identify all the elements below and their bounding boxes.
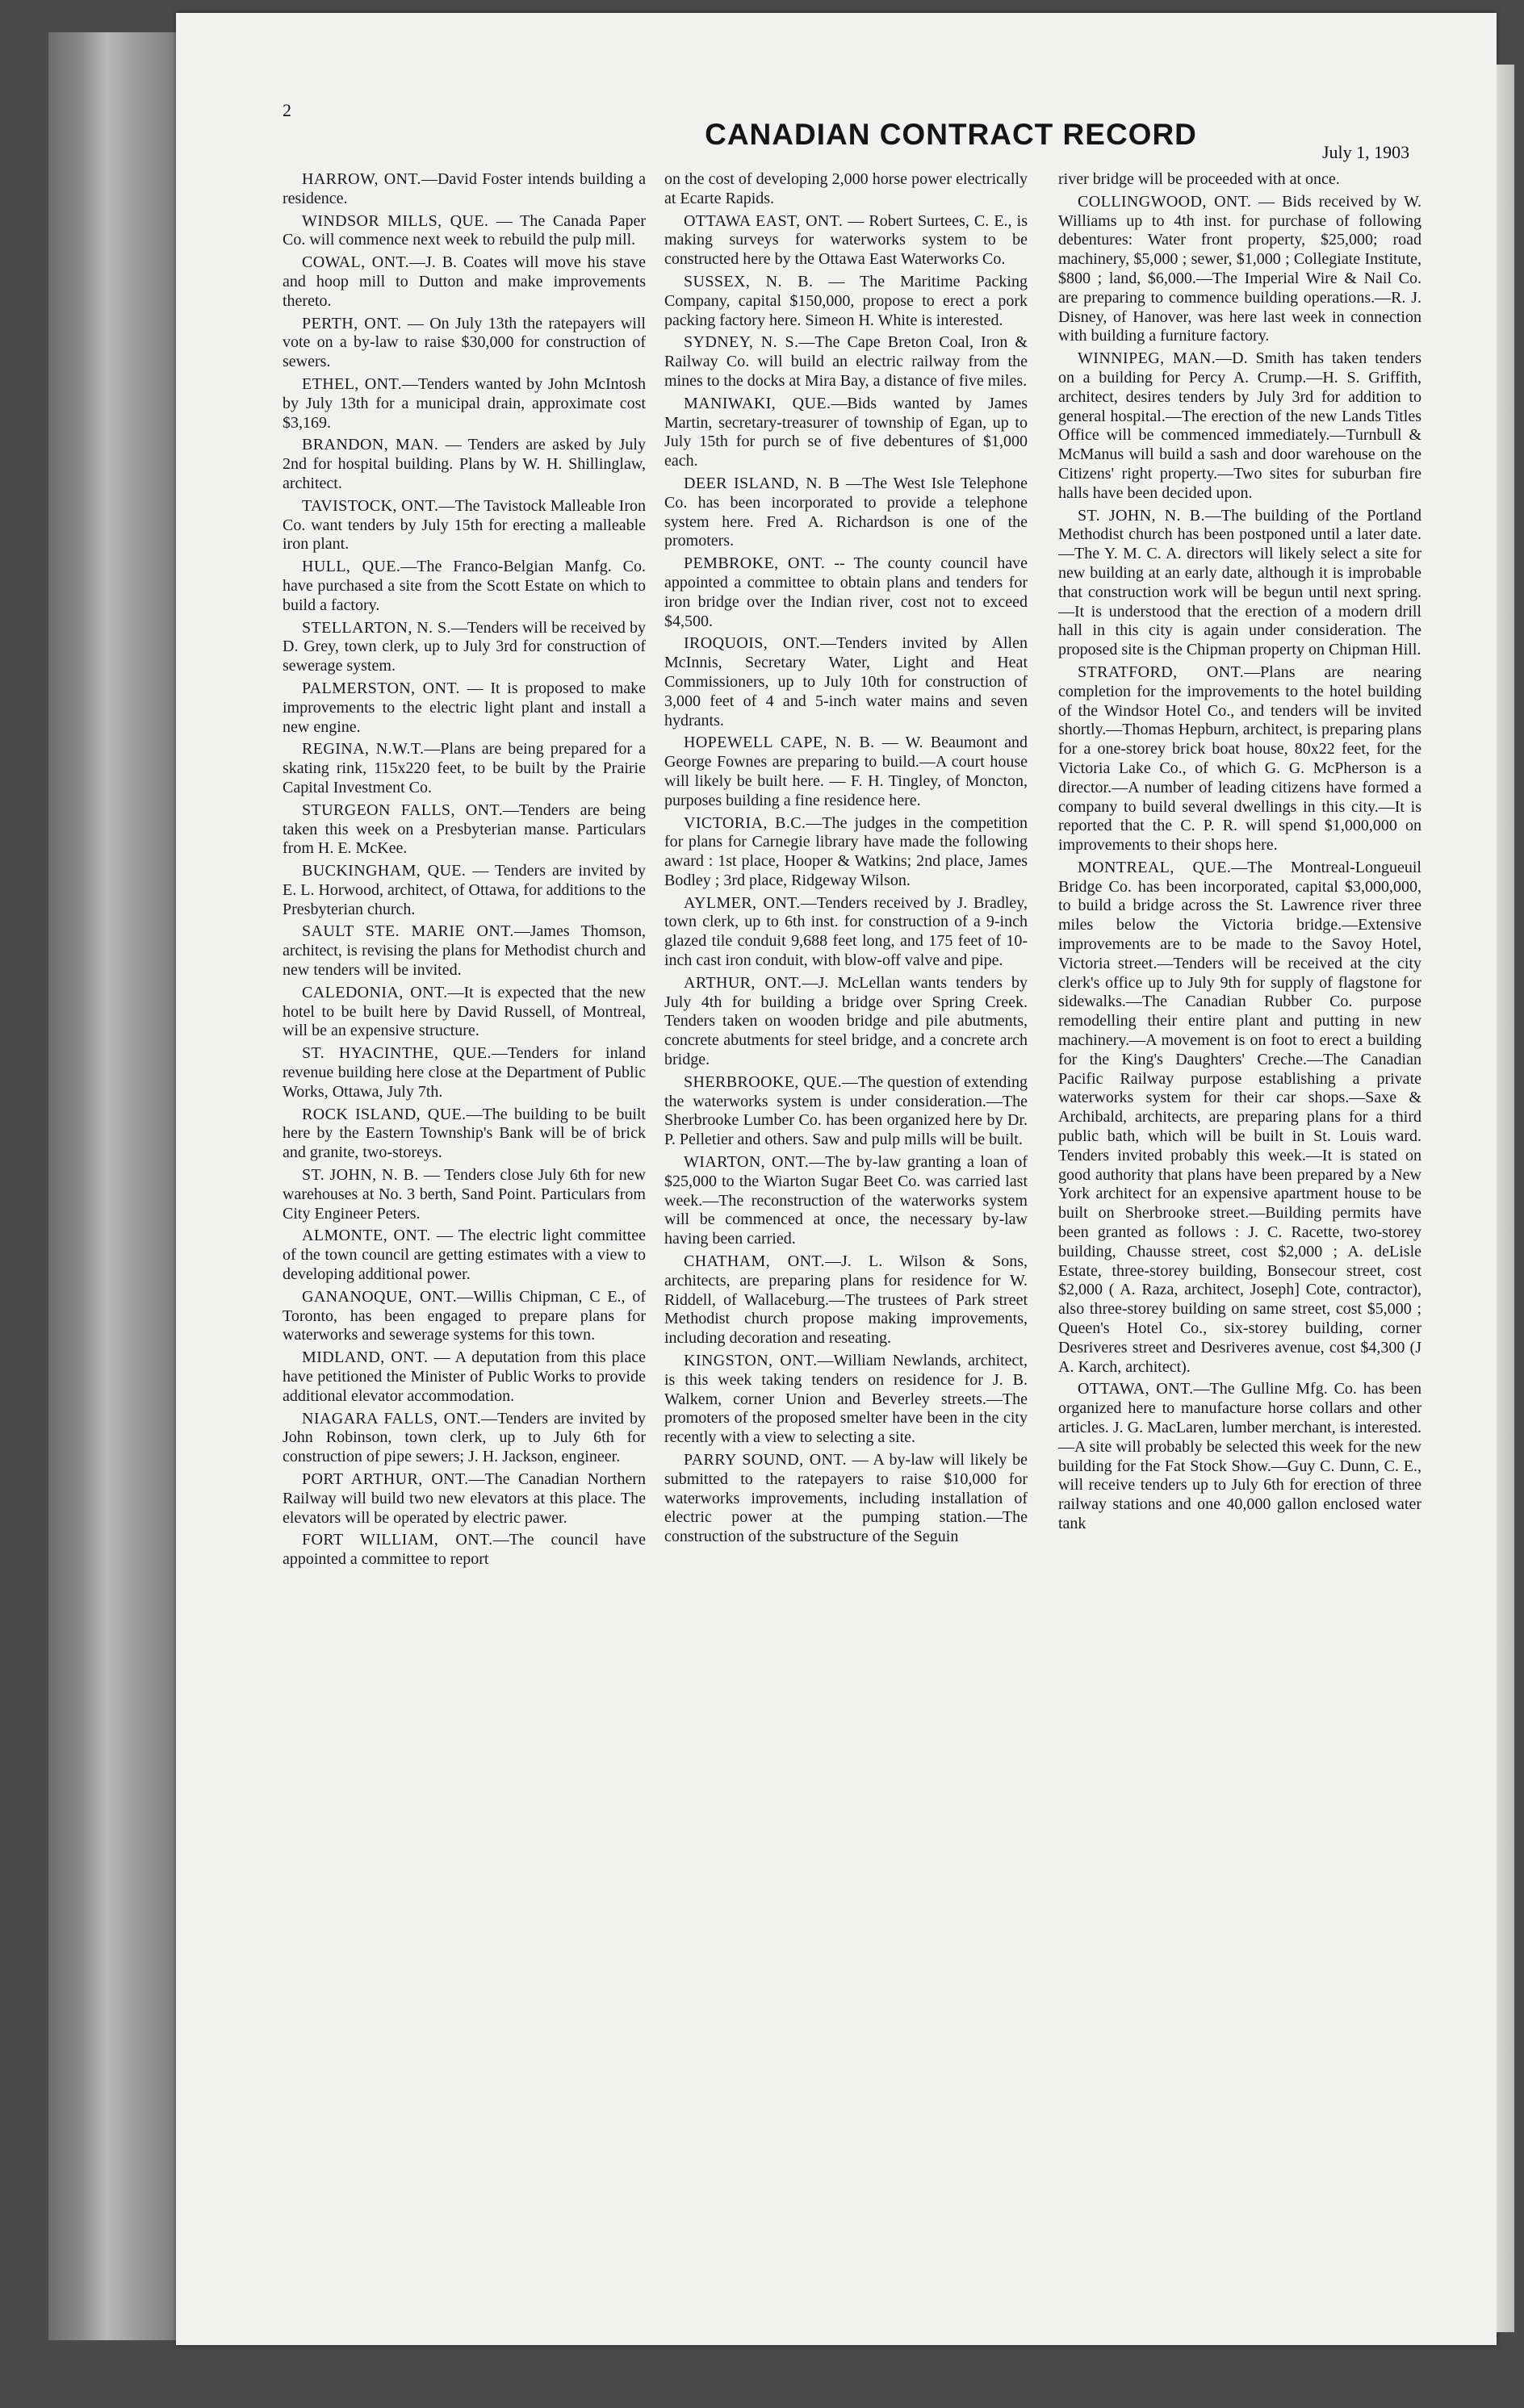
news-item xyxy=(1058,1380,1421,1533)
item-heading: WINNIPEG, MAN. xyxy=(1078,349,1216,368)
news-item xyxy=(283,1470,646,1528)
news-item xyxy=(664,474,1028,551)
item-text: — Tenders are invited by E. L. Horwood, architect, of Ottawa, for additions to the Presbyterian church. xyxy=(283,862,646,918)
item-text: on the cost of developing 2,000 horse power electrically at Ecarte Rapids. xyxy=(664,170,1028,207)
item-text: —The West Isle Telephone Co. has been incorporated to provide a telephone system here. Fred A. Richardson is one of the promoters. xyxy=(664,474,1028,550)
news-item xyxy=(283,801,646,859)
item-text: —The Franco-Belgian Manfg. Co. have purchased a site from the Scott Estate on which to build a factory. xyxy=(283,558,646,614)
item-heading: HOPEWELL CAPE, N. B. xyxy=(684,734,875,752)
item-heading: STURGEON FALLS, ONT. xyxy=(302,801,504,819)
item-text: —The building to be built here by the Eastern Township's Bank will be of brick and granite, two-storeys. xyxy=(283,1105,646,1162)
item-text: —Bids wanted by James Martin, secretary-treasurer of township of Egan, up to July 15th for purch se of five debentures of $1,000 each. xyxy=(664,394,1028,470)
item-heading: WINDSOR MILLS, QUE. xyxy=(302,211,489,230)
item-heading: SAULT STE. MARIE ONT. xyxy=(302,922,514,941)
item-text: —Tenders will be received by D. Grey, town clerk, up to July 3rd for construction of sewerage system. xyxy=(283,618,646,675)
item-heading: ALMONTE, ONT. xyxy=(302,1227,431,1245)
item-text: —David Foster intends building a residence. xyxy=(283,170,646,207)
news-item xyxy=(664,1451,1028,1547)
item-heading: SUSSEX, N. B. xyxy=(684,272,814,291)
item-text: —Plans are being prepared for a skating rink, 115x220 feet, to be built by the Prairie Capital Investment Co. xyxy=(283,740,646,796)
item-heading: COWAL, ONT. xyxy=(302,253,410,272)
news-item xyxy=(1058,170,1421,190)
item-text: —William Newlands, architect, is this week taking tenders on residence for J. B. Walkem, corner Union and Beverley streets.—The promoters of the proposed smelter have been in the city recently with a view to selecting a site. xyxy=(664,1352,1028,1447)
item-text: — It is proposed to make improvements to the electric light plant and install a new engine. xyxy=(283,679,646,736)
book-binding xyxy=(48,32,178,2340)
item-heading: ST. JOHN, N. B. xyxy=(1078,506,1205,525)
masthead-title: CANADIAN CONTRACT RECORD xyxy=(705,118,1197,151)
item-heading: STRATFORD, ONT. xyxy=(1078,663,1245,681)
item-text: —Willis Chipman, C E., of Toronto, has been engaged to prepare plans for waterworks and sewerage systems for this town. xyxy=(283,1287,646,1344)
news-item xyxy=(664,170,1028,209)
news-item xyxy=(283,436,646,493)
item-text: —J. L. Wilson & Sons, architects, are preparing plans for residence for W. Riddell, of Wallaceburg.—The trustees of Park street Methodist church propose making improvements, including decoration and reseating. xyxy=(664,1252,1028,1348)
news-item xyxy=(283,740,646,797)
item-text: —J. McLellan wants tenders by July 4th for building a bridge over Spring Creek. Tenders taken on wooden bridge and pile abutments, concrete abutments for steel bridge, and a concrete arch bridge. xyxy=(664,973,1028,1069)
item-heading: BRANDON, MAN. xyxy=(302,436,439,454)
item-text: —Tenders invited by Allen McInnis, Secretary Water, Light and Heat Commissioners, up to July 10th for construction of 3,000 feet of 4 and 5-inch water mains and seven hydrants. xyxy=(664,634,1028,730)
item-text: — Tenders close July 6th for new warehouses at No. 3 berth, Sand Point. Particulars from City Engineer Peters. xyxy=(283,1166,646,1223)
news-item xyxy=(283,1044,646,1102)
news-item xyxy=(1058,507,1421,660)
item-heading: VICTORIA, B.C. xyxy=(684,813,806,832)
news-item xyxy=(283,170,646,209)
news-item xyxy=(283,1227,646,1284)
item-text: —The by-law granting a loan of $25,000 to the Wiarton Sugar Beet Co. was carried last week.—The reconstruction of the waterworks system will be commenced at once, the necessary by-law having been carried. xyxy=(664,1153,1028,1248)
news-item xyxy=(283,497,646,554)
news-item xyxy=(664,1252,1028,1348)
news-item xyxy=(283,253,646,311)
item-text: — The electric light committee of the town council are getting estimates with a view to developing additional power. xyxy=(283,1227,646,1284)
news-item xyxy=(664,554,1028,631)
item-heading: PERTH, ONT. xyxy=(302,314,402,332)
news-item xyxy=(664,1153,1028,1249)
news-item xyxy=(1058,663,1421,855)
item-heading: NIAGARA FALLS, ONT. xyxy=(302,1409,481,1428)
news-item xyxy=(1058,193,1421,346)
news-item xyxy=(283,862,646,919)
item-text: —Tenders for inland revenue building here close at the Department of Public Works, Ottawa, July 7th. xyxy=(283,1044,646,1101)
item-heading: KINGSTON, ONT. xyxy=(684,1352,818,1370)
item-heading: ETHEL, ONT. xyxy=(302,374,403,393)
item-heading: HARROW, ONT. xyxy=(302,170,421,188)
item-heading: AYLMER, ONT. xyxy=(684,893,801,912)
item-heading: PARRY SOUND, ONT. xyxy=(684,1451,847,1469)
item-heading: WIARTON, ONT. xyxy=(684,1153,810,1172)
item-text: —Tenders are being taken this week on a Presbyterian manse. Particulars from H. E. McKee. xyxy=(283,801,646,858)
page-number: 2 xyxy=(283,100,291,120)
item-text: — W. Beaumont and George Fownes are preparing to build.—A court house will likely be built here. — F. H. Tingley, of Moncton, purposes building a fine residence here. xyxy=(664,734,1028,809)
item-text: —Tenders wanted by John McIntosh by July 13th for a municipal drain, approximate cost $3,169. xyxy=(283,374,646,432)
item-text: —James Thomson, architect, is revising the plans for Methodist church and new tenders will be invited. xyxy=(283,922,646,980)
item-text: — Bids received by W. Williams up to 4th inst. for purchase of following debentures: Water front property, $25,000; road machinery, $5,000 ; sewer, $1,000 ; Collegiate Institute, $800 ; land, $6,000.—The Imperial Wire & Nail Co. are preparing to commence building operations.—R. J. Disney, of Hanover, was here last week in connection with building a furniture factory. xyxy=(1058,192,1421,345)
item-heading: MONTREAL, QUE. xyxy=(1078,858,1232,876)
news-item xyxy=(664,634,1028,730)
news-item xyxy=(283,619,646,676)
news-item xyxy=(664,395,1028,471)
news-item xyxy=(664,974,1028,1070)
news-item xyxy=(283,1348,646,1406)
item-text: —Tenders received by J. Bradley, town clerk, up to 6th inst. for construction of a 9-inch glazed tile conduit 9,688 feet long, and 175 feet of 10-inch cast iron conduit, with blow-off valve and pipe. xyxy=(664,893,1028,970)
item-heading: TAVISTOCK, ONT. xyxy=(302,496,439,515)
item-text: —The building of the Portland Methodist church has been postponed until a later date.—The Y. M. C. A. directors will likely select a site for new building at an early date, although it is improbable that construction work will be begun until next spring.—It is understood that the erection of a modern drill hall in this city is again under consideration. The proposed site is the Chipman property on Chipman Hill. xyxy=(1058,506,1421,659)
item-text: —The Canadian Northern Railway will build two new elevators at this place. The elevators will be operated by electric pawer. xyxy=(283,1470,646,1527)
item-text: —The Montreal-Longueuil Bridge Co. has been incorporated, capital $3,000,000, to build a bridge across the St. Lawrence river three miles below the Victoria bridge.—Extensive improvements are to be made to the Savoy Hotel, Victoria street.—Tenders will be received at the city clerk's office up to July 9th for supply of flagstone for sidewalks.—The Canadian Rubber Co. purpose remodelling their entire plant and putting in new machinery.—A movement is on foot to erect a building for the King's Daughters' Creche.—The Canadian Pacific Railway purpose establishing a private waterworks system for their car shops.—Saxe & Archibald, architects, are preparing plans for a third public bath, which will be built in St. Louis ward. Tenders invited probably this week.—It is stated on good authority that plans have been prepared by a New York architect for an expensive apartment house to be built on Sherbrooke street.—Building permits have been granted as follows : J. C. Racette, two-storey building, Chausse street, cost $2,000 ; A. deLisle Estate, three-storey building, Bonsecour street, cost $2,000 ( A. Raza, architect, Joseph] Cote, contractor), also three-storey building on same street, cost $5,000 ; Queen's Hotel Co., six-storey building, corner Desriveres street and Desriveres avenue, cost $4,300 (J A. Karch, architect). xyxy=(1058,858,1421,1376)
news-item xyxy=(283,375,646,433)
item-heading: MIDLAND, ONT. xyxy=(302,1348,429,1367)
item-text: —Tenders are invited by John Robinson, town clerk, up to July 6th for construction of pipe sewers; J. H. Jackson, engineer. xyxy=(283,1409,646,1466)
item-heading: MANIWAKI, QUE. xyxy=(684,394,831,412)
news-item xyxy=(664,333,1028,391)
item-heading: HULL, QUE. xyxy=(302,558,401,576)
news-item xyxy=(283,212,646,251)
item-heading: DEER ISLAND, N. B xyxy=(684,474,840,492)
news-item xyxy=(664,1352,1028,1448)
item-heading: ST. HYACINTHE, QUE. xyxy=(302,1044,492,1063)
item-text: — Robert Surtees, C. E., is making surveys for waterworks system to be constructed here by the Ottawa East Waterworks Co. xyxy=(664,211,1028,269)
item-heading: PEMBROKE, ONT. xyxy=(684,554,826,573)
item-text: —The Gulline Mfg. Co. has been organized here to manufacture horse collars and other articles. J. G. MacLaren, lumber merchant, is interested.—A site will probably be selected this week for the new building for the Fat Stock Show.—Guy C. Dunn, C. E., will receive tenders up to July 6th for erection of three railway stations and one 40,000 gallon enclosed water tank xyxy=(1058,1380,1421,1532)
item-heading: COLLINGWOOD, ONT. xyxy=(1078,192,1252,211)
news-item xyxy=(664,273,1028,330)
news-item xyxy=(283,1288,646,1345)
item-text: — A deputation from this place have petitioned the Minister of Public Works to provide additional elevator accommodation. xyxy=(283,1348,646,1405)
item-text: — The Canada Paper Co. will commence next week to rebuild the pulp mill. xyxy=(283,211,646,249)
item-text: — On July 13th the ratepayers will vote on a by-law to raise $30,000 for construction of sewers. xyxy=(283,314,646,371)
page-edge xyxy=(1497,65,1514,2332)
item-heading: OTTAWA, ONT. xyxy=(1078,1380,1194,1398)
column-3 xyxy=(1058,170,1421,2333)
item-heading: REGINA, N.W.T. xyxy=(302,740,425,759)
item-heading: PALMERSTON, ONT. xyxy=(302,679,460,697)
item-text: —The Tavistock Malleable Iron Co. want tenders by July 15th for erecting a malleable iron plant. xyxy=(283,496,646,554)
item-text: —It is expected that the new hotel to be built here by David Russell, of Montreal, will be an expensive structure. xyxy=(283,983,646,1040)
item-text: -- The county council have appointed a committee to obtain plans and tenders for iron bridge over the Indian river, cost not to exceed $4,500. xyxy=(664,554,1028,630)
news-item xyxy=(283,1106,646,1163)
item-heading: ST. JOHN, N. B. xyxy=(302,1166,419,1185)
item-heading: PORT ARTHUR, ONT. xyxy=(302,1470,469,1488)
item-heading: OTTAWA EAST, ONT. xyxy=(684,211,844,230)
issue-date: July 1, 1903 xyxy=(1322,142,1410,162)
column-2 xyxy=(664,170,1028,2333)
item-heading: SHERBROOKE, QUE. xyxy=(684,1072,843,1091)
item-text: — Tenders are asked by July 2nd for hospital building. Plans by W. H. Shillinglaw, architect. xyxy=(283,436,646,492)
news-item xyxy=(283,315,646,372)
news-item xyxy=(283,1410,646,1467)
news-item xyxy=(664,814,1028,891)
item-heading: STELLARTON, N. S. xyxy=(302,618,451,637)
item-heading: BUCKINGHAM, QUE. xyxy=(302,862,467,880)
news-item xyxy=(1058,349,1421,503)
news-item xyxy=(283,922,646,980)
news-item xyxy=(664,1073,1028,1150)
item-heading: ROCK ISLAND, QUE. xyxy=(302,1105,467,1123)
item-heading: GANANOQUE, ONT. xyxy=(302,1287,458,1306)
item-text: —The question of extending the waterworks system is under consideration.—The Sherbrooke Lumber Co. has been organized here by Dr. P. Pelletier and others. Saw and pulp mills will be built. xyxy=(664,1072,1028,1149)
column-1 xyxy=(283,170,646,2333)
news-item xyxy=(664,894,1028,971)
item-text: —D. Smith has taken tenders on a building for Percy A. Crump.—H. S. Griffith, architect, desires tenders by July 3rd for addition to general hospital.—The erection of the new Lands Titles Office will be commenced immediately.—Turnbull & McManus will build a sash and door warehouse on the Citizens' right property.—Two sites for suburban fire halls have been decided upon. xyxy=(1058,349,1421,502)
item-text: —The judges in the competition for plans for Carnegie library have made the following award : 1st place, Hooper & Watkins; 2nd place, James Bodley ; 3rd place, Ridgeway Wilson. xyxy=(664,813,1028,889)
item-heading: CHATHAM, ONT. xyxy=(684,1252,825,1271)
newspaper-page xyxy=(176,13,1497,2345)
item-heading: FORT WILLIAM, ONT. xyxy=(302,1531,493,1549)
item-text: river bridge will be proceeded with at once. xyxy=(1058,170,1340,188)
item-text: —The Cape Breton Coal, Iron & Railway Co. will build an electric railway from the mines to the docks at Mira Bay, a distance of five miles. xyxy=(664,333,1028,390)
news-item xyxy=(283,984,646,1041)
item-heading: CALEDONIA, ONT. xyxy=(302,983,448,1001)
news-item xyxy=(283,1166,646,1223)
news-item xyxy=(664,734,1028,810)
item-heading: IROQUOIS, ONT. xyxy=(684,634,821,653)
news-item xyxy=(283,1531,646,1570)
item-heading: ARTHUR, ONT. xyxy=(684,973,802,992)
item-text: — A by-law will likely be submitted to the ratepayers to raise $10,000 for waterworks improvements, including installation of electric power at the pumping station.—The construction of the substructure of the Seguin xyxy=(664,1451,1028,1546)
item-text: —J. B. Coates will move his stave and hoop mill to Dutton and make improvements thereto. xyxy=(283,253,646,310)
news-item xyxy=(664,212,1028,270)
item-heading: SYDNEY, N. S. xyxy=(684,333,799,352)
news-item xyxy=(283,558,646,615)
news-item xyxy=(1058,859,1421,1377)
item-text: —Plans are nearing completion for the improvements to the hotel building of the Windsor Hotel Co., and tenders will be invited shortly.—Thomas Hepburn, architect, is preparing plans for a one-storey brick boat house, 80x22 feet, for the Victoria Lake Co., of which G. G. McPherson is a director.—A number of leading citizens have formed a company to build several dwellings in this city.—It is reported that the C. P. R. will spend $1,000,000 on improvements to their shops here. xyxy=(1058,663,1421,855)
item-text: —The council have appointed a committee to report xyxy=(283,1531,646,1569)
news-item xyxy=(283,679,646,737)
item-text: — The Maritime Packing Company, capital $150,000, propose to erect a pork packing factory here. Simeon H. White is interested. xyxy=(664,272,1028,329)
